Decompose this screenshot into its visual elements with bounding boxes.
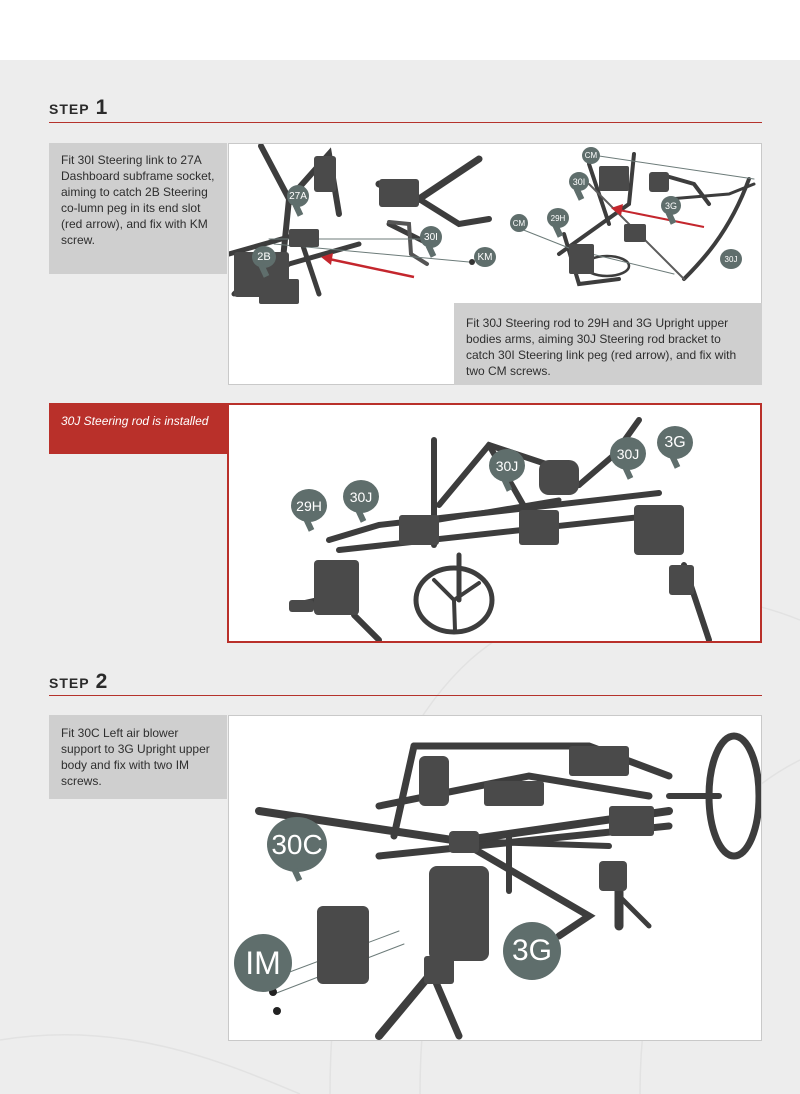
step-1-result-note: 30J Steering rod is installed — [49, 403, 227, 454]
step-word: STEP — [49, 675, 90, 691]
step-2-illustration — [229, 716, 761, 1040]
result-label-30j-center: 30J — [489, 449, 525, 482]
step-1-rule — [49, 122, 762, 123]
result-label-29h: 29H — [291, 489, 327, 522]
result-label-3g: 3G — [657, 426, 693, 459]
part-label-3g-right: 3G — [661, 196, 681, 215]
step-2-illustration-panel — [228, 715, 762, 1041]
part-label-30i-right: 30I — [569, 172, 589, 191]
part-label-cm-left: CM — [510, 214, 528, 232]
step-2-rule — [49, 695, 762, 696]
part-label-im: IM — [234, 934, 292, 992]
step-1-instruction-a: Fit 30I Steering link to 27A Dashboard subframe socket, aiming to catch 2B Steering co-lumn peg in its end slot (red arrow), and fix with KM screw. — [49, 143, 227, 274]
step-1-instruction-b: Fit 30J Steering rod to 29H and 3G Upright upper bodies arms, aiming 30J Steering rod bracket to catch 30I Steering link peg (red arrow), and fix with two CM screws. — [454, 303, 762, 385]
part-label-cm-top: CM — [582, 147, 600, 164]
part-label-30j-right: 30J — [720, 249, 742, 269]
step-number: 1 — [95, 96, 108, 119]
part-label-30i: 30I — [420, 226, 442, 248]
result-label-30j-left: 30J — [343, 480, 379, 513]
part-label-27a: 27A — [287, 185, 309, 207]
result-label-30j-right: 30J — [610, 437, 646, 470]
part-label-km: KM — [474, 247, 496, 267]
part-label-3g: 3G — [503, 922, 561, 980]
part-label-2b: 2B — [252, 246, 276, 268]
step-1-heading — [49, 96, 107, 120]
step-number: 2 — [95, 670, 108, 693]
top-margin — [0, 0, 800, 60]
step-2-instruction: Fit 30C Left air blower support to 3G Upright upper body and fix with two IM screws. — [49, 715, 227, 799]
step-word: STEP — [49, 101, 90, 117]
step-2-heading — [49, 670, 107, 694]
part-label-29h-right: 29H — [547, 208, 569, 228]
part-label-30c: 30C — [267, 817, 327, 872]
